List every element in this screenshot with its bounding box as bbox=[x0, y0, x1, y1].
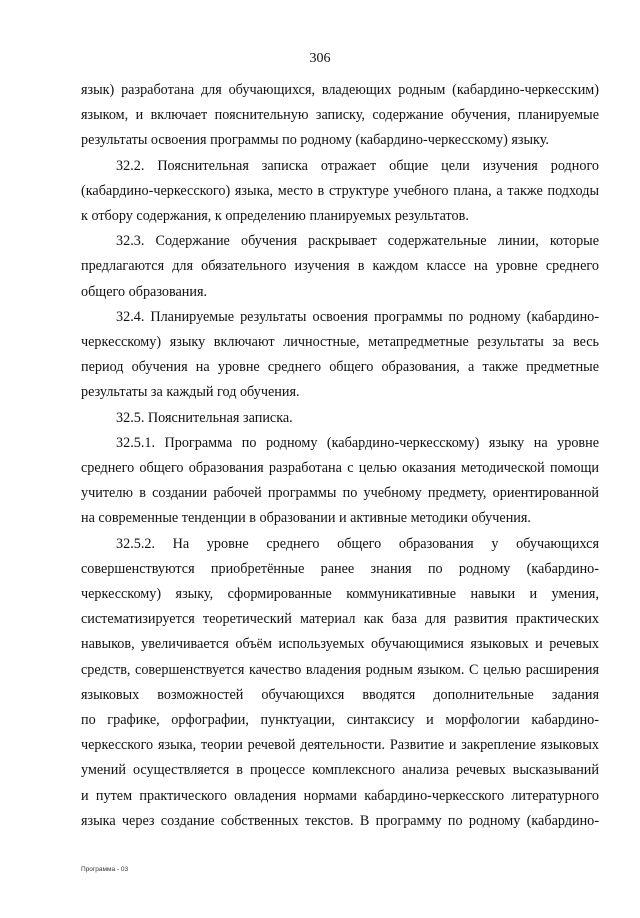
paragraph-32-5 bbox=[81, 406, 599, 431]
text-line: навыков, увеличивается объём используемых обучающимися языковых и речевых bbox=[81, 636, 599, 653]
text-line: предлагаются для обязательного изучения в каждом классе на уровне среднего bbox=[81, 258, 599, 275]
text-line: языковых возможностей обучающихся вводятся дополнительные задания bbox=[81, 686, 599, 703]
text-line: 32.5. Пояснительная записка. bbox=[116, 409, 293, 426]
text-line: по графике, орфографии, пунктуации, синтаксису и морфологии кабардино- bbox=[81, 712, 599, 729]
paragraph-32-4 bbox=[81, 305, 599, 406]
text-line: результаты освоения программы по родному (кабардино-черкесскому) языку. bbox=[81, 132, 549, 149]
text-line: черкесскому) языку, сформированные коммуникативные навыки и умения, bbox=[81, 586, 599, 603]
text-line: языка через создание собственных текстов. В программу по родному (кабардино- bbox=[81, 812, 599, 829]
paragraph-32-5-2 bbox=[81, 532, 599, 834]
text-line: 32.2. Пояснительная записка отражает общие цели изучения родного bbox=[116, 157, 599, 174]
text-line: учителю в создании рабочей программы по учебному предмету, ориентированной bbox=[81, 485, 599, 502]
text-line: язык) разработана для обучающихся, владеющих родным (кабардино-черкесским) bbox=[81, 82, 599, 98]
paragraph-32-3 bbox=[81, 229, 599, 305]
text-line: (кабардино-черкесского) языка, место в структуре учебного плана, а также подходы bbox=[81, 182, 599, 199]
text-line: результаты за каждый год обучения. bbox=[81, 384, 300, 401]
text-line: 32.5.1. Программа по родному (кабардино-черкесскому) языку на уровне bbox=[116, 434, 599, 451]
text-line: черкесского языка, теории речевой деятельности. Развитие и закрепление языковых bbox=[81, 737, 599, 754]
text-line: умений осуществляется в процессе комплексного анализа речевых высказываний bbox=[81, 762, 599, 779]
text-line: на современные тенденции в образовании и активные методики обучения. bbox=[81, 510, 531, 527]
text-line: к отбору содержания, к определению планируемых результатов. bbox=[81, 208, 469, 225]
document-body bbox=[81, 78, 599, 834]
text-line: период обучения на уровне среднего общего образования, а также предметные bbox=[81, 359, 599, 376]
text-line: черкесскому) языку включают личностные, метапредметные результаты за весь bbox=[81, 334, 599, 351]
text-line: систематизируется теоретический материал как база для развития практических bbox=[81, 611, 599, 628]
text-line: и путем практического овладения нормами кабардино-черкесского литературного bbox=[81, 787, 599, 804]
text-line: общего образования. bbox=[81, 283, 208, 300]
paragraph-32-2 bbox=[81, 154, 599, 230]
paragraph-32-5-1 bbox=[81, 431, 599, 532]
text-line: 32.4. Планируемые результаты освоения программы по родному (кабардино- bbox=[116, 308, 599, 325]
text-line: 32.3. Содержание обучения раскрывает содержательные линии, которые bbox=[116, 233, 599, 250]
text-line: средств, совершенствуется качество владения родным языком. С целью расширения bbox=[81, 661, 599, 678]
page-number: 306 bbox=[309, 51, 331, 66]
text-line: языком, и включает пояснительную записку, содержание обучения, планируемые bbox=[81, 107, 599, 124]
footer-label: Программа - 03 bbox=[81, 866, 129, 873]
text-line: среднего общего образования разработана с целью оказания методической помощи bbox=[81, 460, 599, 477]
paragraph-continuation bbox=[81, 78, 599, 154]
text-line: 32.5.2. На уровне среднего общего образования у обучающихся bbox=[116, 535, 599, 552]
text-line: совершенствуются приобретённые ранее знания по родному (кабардино- bbox=[81, 560, 599, 577]
